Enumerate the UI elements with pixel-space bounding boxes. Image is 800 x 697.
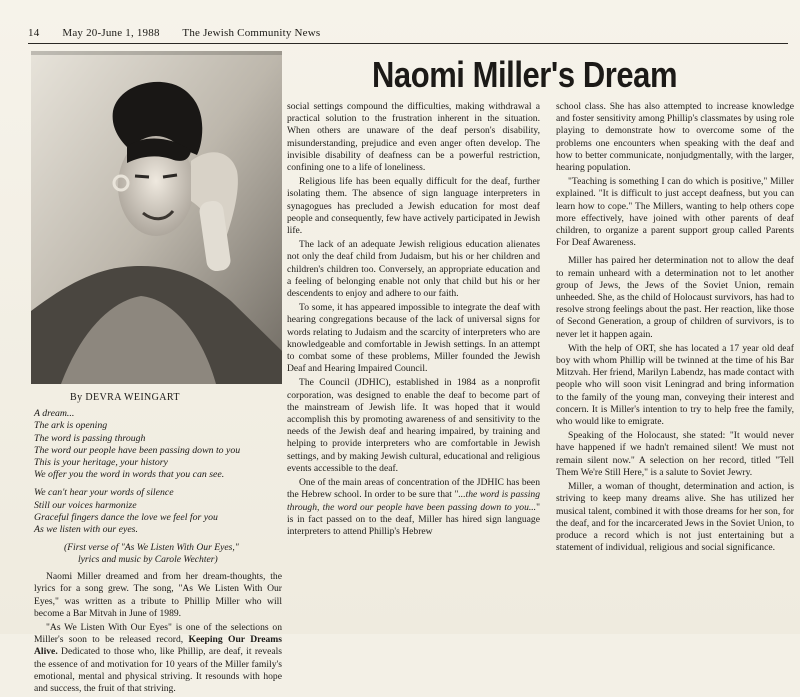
paragraph: [287, 477, 540, 538]
poem-line: The word is passing through: [34, 432, 146, 444]
byline: By DEVRA WEINGART: [70, 392, 180, 403]
record-title: Keeping Our Dreams Alive.: [34, 634, 283, 658]
credit-line: lyrics and music by Carole Wechter): [78, 554, 218, 566]
paragraph: [34, 622, 282, 695]
header-rule: [28, 43, 788, 44]
issue-date: May 20-June 1, 1988: [62, 27, 160, 39]
poem-line: We offer you the word in words that you can see.: [34, 469, 225, 481]
text-run: "As We Listen With Our Eyes" is one of the selections on Miller's soon to be released record,: [34, 622, 282, 646]
portrait-photo: [31, 51, 282, 384]
page-number: 14: [28, 27, 40, 39]
poem-line: A dream...: [34, 408, 75, 420]
poem-line: We can't hear your words of silence: [34, 487, 174, 499]
article-title: Naomi Miller's Dream: [372, 54, 678, 95]
paragraph: With the help of ORT, she has located a 17 year old deaf boy with whom Phillip will be twinned at the time of his Bar Mitzvah. Her friend, Marilyn Labendz, has made contact with people who will soon visit Leningrad and bring information to the family of the young man, conveying their interest and concern. It is Miller's intention to try to help free the family, who would like to emigrate.: [556, 342, 794, 428]
paragraph: The Council (JDHIC), established in 1984 as a nonprofit corporation, was designed to enable the deaf to become part of the mainstream of Jewish life. It was hoped that it would accomplish this by promoting awareness of and sensitivity to the needs of the Jewish deaf and hearing impaired, by training and helping to provide interpreters who are comfortable in Jewish settings, and by making Jewish cultural, educational and religious events accessible to the deaf.: [287, 377, 540, 474]
paragraph: social settings compound the difficulties, making withdrawal a practical solution to the frustration inherent in the situation. When others are unaware of the deaf person's disability, misunderstanding, prejudice and even anger often develop. The invisible disability of deafness can be a powerful restriction, confining one to a life of loneliness.: [287, 101, 540, 174]
paragraph: Naomi Miller dreamed and from her dream-thoughts, the lyrics for a song grew. The song, "As We Listen With Our Eyes," was written as a tribute to Phillip Miller who will become a Bar Mitvah in June of 1989.: [34, 571, 282, 619]
text-run: " is in fact passed on to the deaf, Miller has hired sign language interpreters to attend Phillip's Hebrew: [287, 501, 540, 537]
paragraph: The lack of an adequate Jewish religious education alienates not only the deaf child from Judaism, but his or her children and children's children too. Conversely, an appropriate education and a feeling of belonging enable not only that child but his or her descendents to enjoy and adhere to our faith.: [287, 239, 540, 300]
publication-name: The Jewish Community News: [182, 27, 321, 39]
paragraph: Miller has paired her determination not to allow the deaf to remain unheard with a determination not to let another group of Jews, the Jews of the Soviet Union, remain unheeded. She, as the child of Holocaust survivors, has had to resolve strong feelings about the past. Her reaction, like those of Second Generation, a group of children of survivors, is to never let it happen again.: [556, 255, 794, 340]
right-column: [556, 101, 794, 556]
paragraph: Religious life has been equally difficult for the deaf, further isolating them. The absence of sign language interpreters in synagogues has precluded a Jewish education for most deaf people and consequently, few have actively participated in Jewish life.: [287, 176, 540, 237]
poem-line: The word our people have been passing down to you: [34, 444, 241, 456]
poem-credit: [64, 542, 282, 566]
poem-stanza-1: [34, 408, 282, 481]
page-header: [28, 27, 340, 39]
text-run: One of the main areas of concentration of the JDHIC has been the Hebrew school. In order to be sure that ": [287, 477, 540, 501]
credit-line: (First verse of "As We Listen With Our Eyes,": [64, 542, 239, 554]
poem-line: This is your heritage, your history: [34, 457, 168, 469]
text-run: Dedicated to those who, like Phillip, are deaf, it reveals the essence of and motivation for 10 years of the Miller family's emotional, mental and physical striving. It resounds with hope and success, the fruit of that striving.: [34, 646, 282, 695]
quoted-lyric: ...the word is passing through, the word our people have been passing down to you...: [287, 489, 541, 513]
poem-line: The ark is opening: [34, 420, 108, 432]
poem-stanza-2: [34, 487, 282, 536]
paragraph: Miller, a woman of thought, determination and action, is striving to keep many dreams alive. She has utilized her musical talent, combined it with those dreams for her son, for the deaf, and for the incarcerated Jews in the Soviet Union, to produce a record which is not just entertaining but a statement of individual, religious and social significance.: [556, 481, 794, 554]
poem-line: As we listen with our eyes.: [34, 524, 138, 536]
left-column: [34, 392, 282, 697]
middle-column: [287, 101, 540, 540]
paragraph: "Teaching is something I can do which is positive," Miller explained. "It is difficult to just accept deafness, but you can learn how to cope." The Millers, wanting to help others cope more effectively, have joined with other parents of deaf children, to organize a parent support group called Parents For Deaf Awareness.: [556, 176, 794, 249]
paragraph: Speaking of the Holocaust, she stated: "It would never have happened if we hadn't remained silent! We must not remain silent now." A selection on her record, titled "Tell Them We're Still Here," is a salute to Soviet Jewry.: [556, 430, 794, 478]
poem-line: Graceful fingers dance the love we feel for you: [34, 511, 218, 523]
poem-line: Still our voices harmonize: [34, 499, 137, 511]
paragraph: To some, it has appeared impossible to integrate the deaf with hearing congregations because of the lack of universal signs for words relating to Judaism and the scarcity of interpreters who are knowledgeable and comfortable in Jewish settings. In an attempt to combat some of these problems, Miller founded the Jewish Deaf and Hearing Impaired Council.: [287, 302, 540, 375]
paragraph: school class. She has also attempted to increase knowledge and foster sensitivity among Phillip's classmates by using role playing to demonstrate how to overcome some of the problems one encounters when speaking with the deaf and how to better communicate, nonjudgmentally, with the larger, hearing population.: [556, 101, 794, 174]
